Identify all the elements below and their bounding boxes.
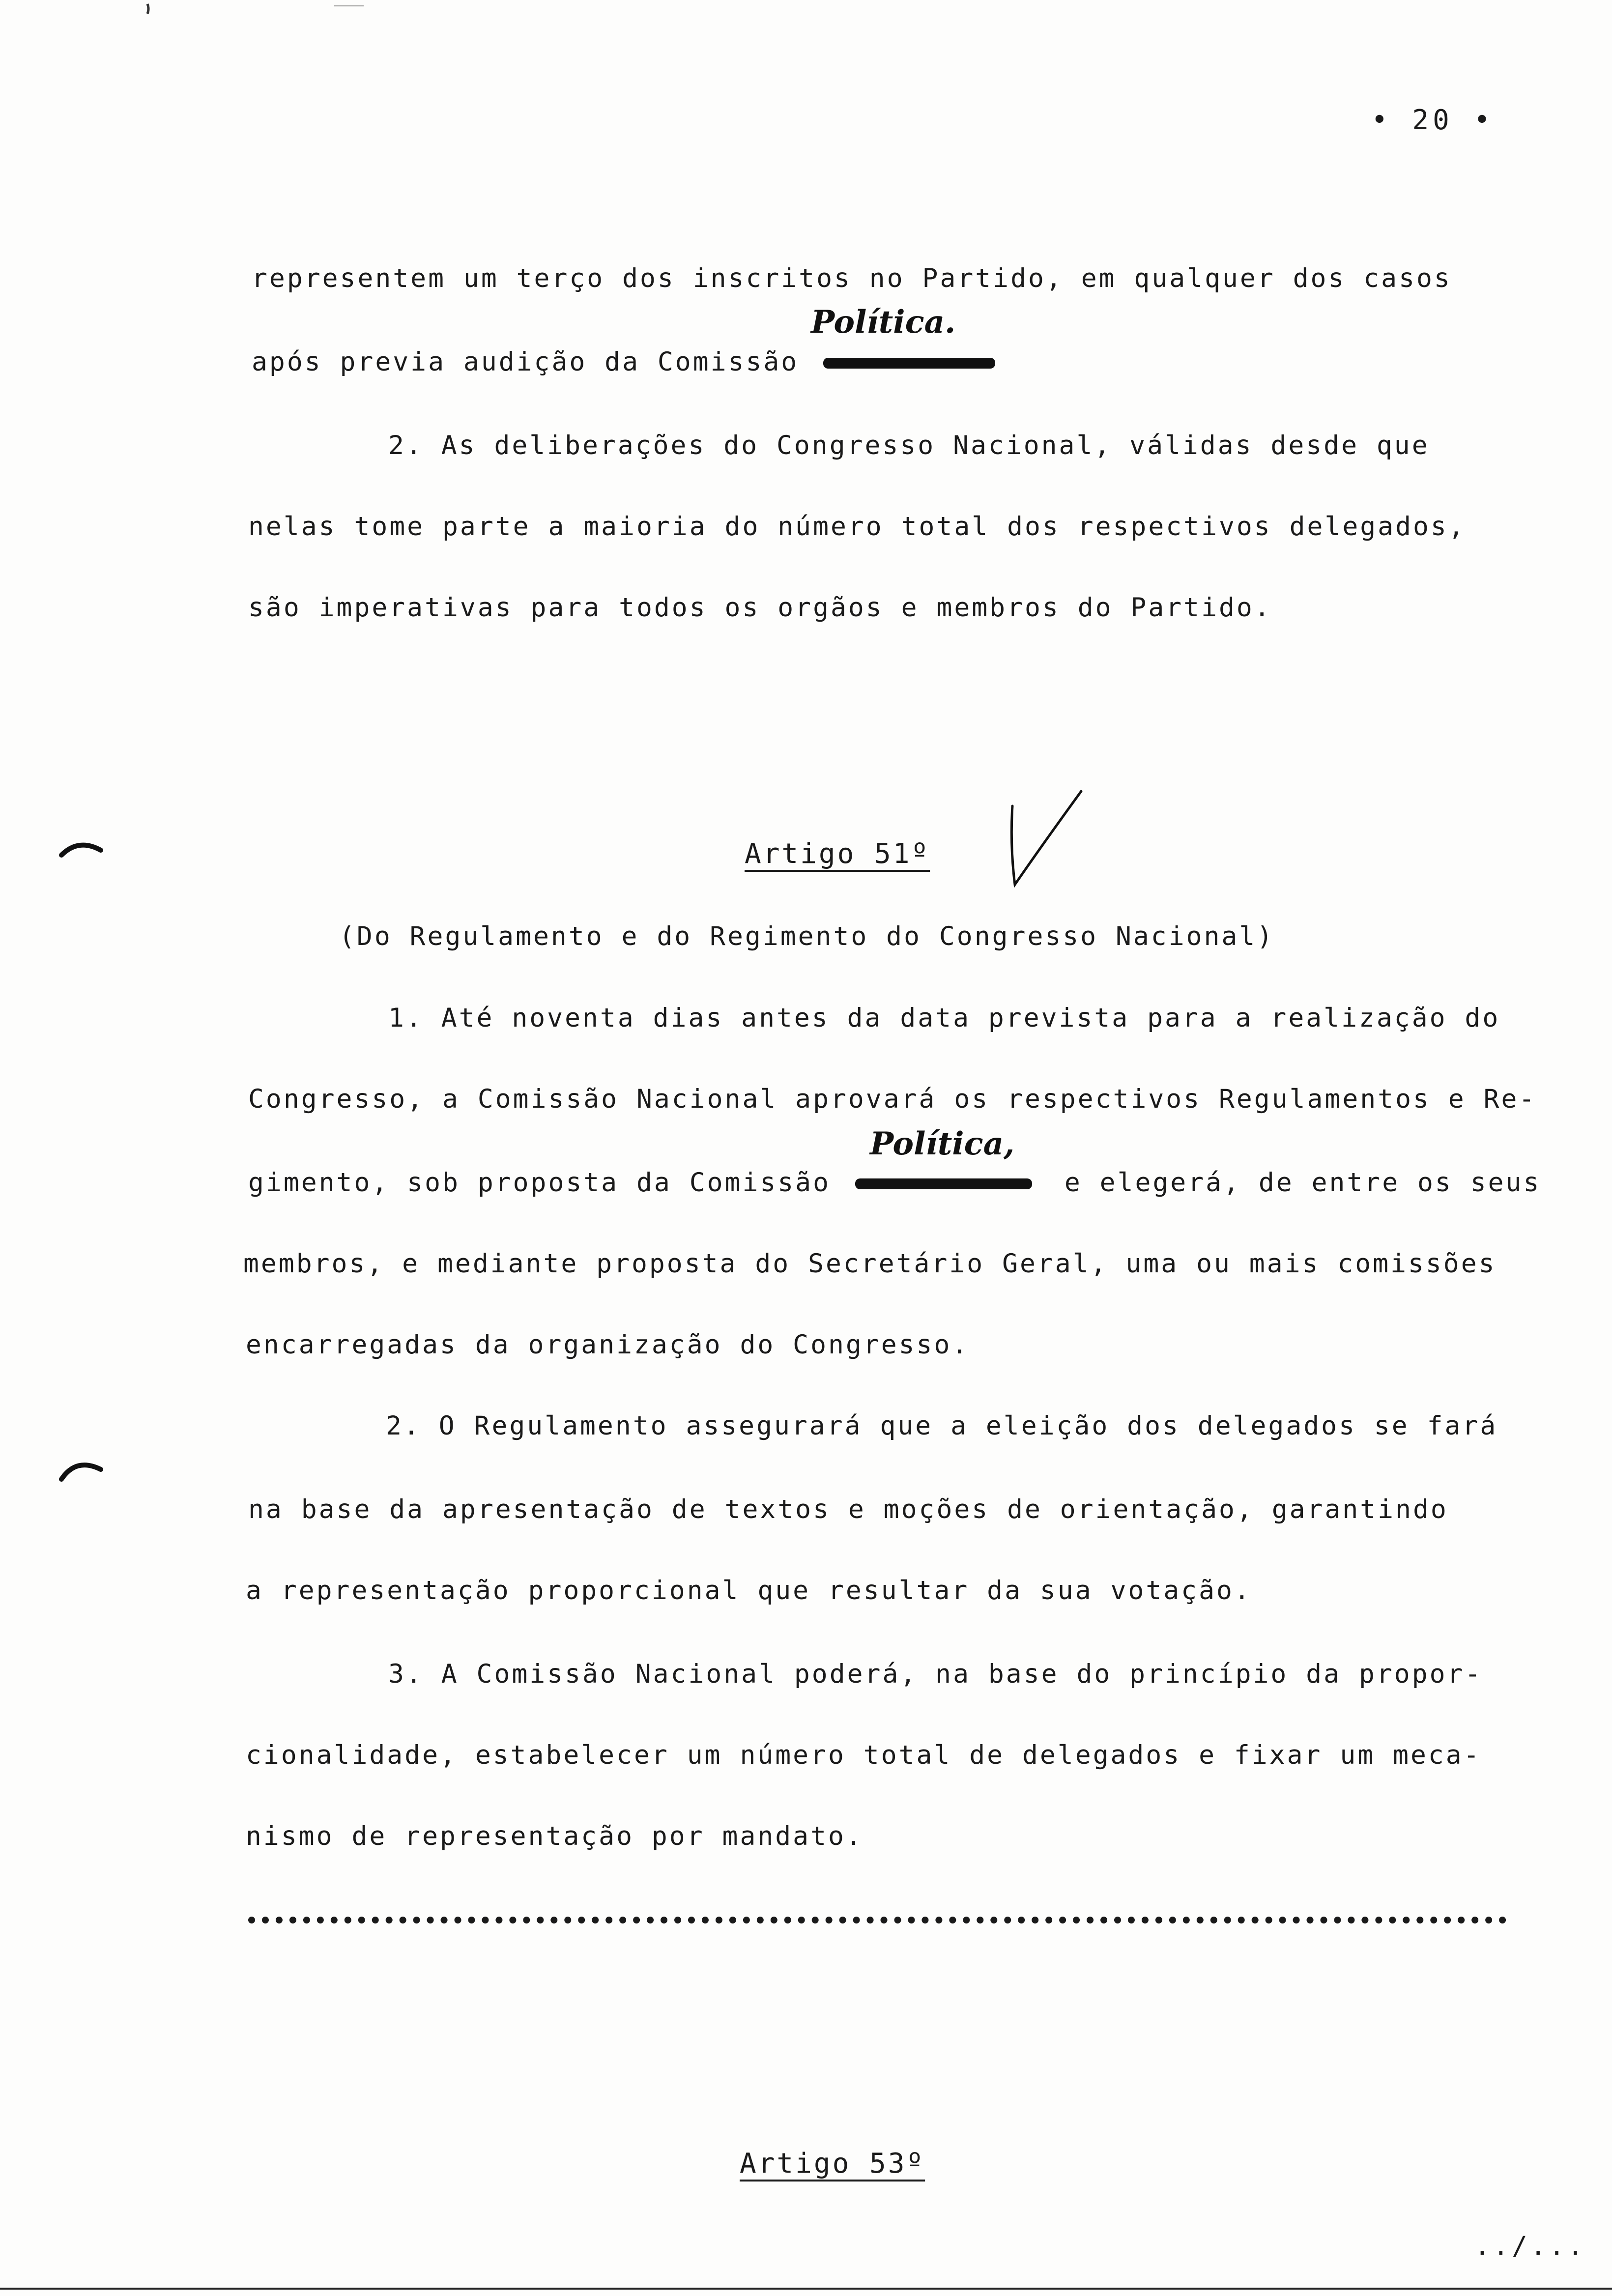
handwritten-correction: Política. [811, 304, 956, 341]
article-subheading: (Do Regulamento e do Regimento do Congresso Nacional) [339, 921, 1275, 951]
text-line: 1. Até noventa dias antes da data prevista para a realização do [388, 1003, 1500, 1033]
text-line-content: após previa audição da Comissão [252, 347, 799, 377]
struck-out-word [823, 358, 995, 369]
text-line: são imperativas para todos os orgãos e membros do Partido. [248, 593, 1272, 623]
text-line: 2. O Regulamento assegurará que a eleição dos delegados se fará [386, 1411, 1498, 1441]
text-line: Congresso, a Comissão Nacional aprovará os respectivos Regulamentos e Re- [248, 1084, 1537, 1114]
text-line: cionalidade, estabelecer um número total de delegados e fixar um meca- [246, 1740, 1481, 1770]
text-line: encarregadas da organização do Congresso. [246, 1330, 970, 1360]
page-bottom-edge [0, 2288, 1612, 2290]
page-number: • 20 • [1371, 104, 1495, 136]
article-heading: Artigo 51º [745, 838, 930, 870]
checkmark-annotation [1003, 786, 1091, 894]
continuation-mark: ../... [1474, 2231, 1586, 2261]
text-line [252, 349, 995, 375]
text-line [248, 1170, 1541, 1196]
margin-bracket-mark [59, 1455, 103, 1484]
margin-bracket-mark [59, 835, 103, 860]
text-line: membros, e mediante proposta do Secretário Geral, uma ou mais comissões [243, 1249, 1497, 1279]
scan-artifact-marks [0, 0, 442, 20]
article-heading: Artigo 53º [740, 2148, 925, 2180]
text-line: 3. A Comissão Nacional poderá, na base do princípio da propor- [388, 1659, 1483, 1689]
handwritten-correction: Política, [870, 1125, 1015, 1162]
text-line: a representação proporcional que resultar da sua votação. [246, 1576, 1252, 1606]
dotted-separator [248, 1907, 1506, 1923]
text-line: nelas tome parte a maioria do número total dos respectivos delegados, [248, 512, 1466, 542]
text-line-content: e elegerá, de entre os seus [1064, 1168, 1541, 1198]
text-line: nismo de representação por mandato. [246, 1821, 864, 1851]
text-line: 2. As deliberações do Congresso Nacional, válidas desde que [388, 430, 1430, 460]
struck-out-word [855, 1178, 1032, 1189]
text-line: na base da apresentação de textos e moções de orientação, garantindo [248, 1494, 1448, 1524]
text-line-content: gimento, sob proposta da Comissão [248, 1168, 831, 1198]
text-line: representem um terço dos inscritos no Partido, em qualquer dos casos [252, 263, 1452, 293]
